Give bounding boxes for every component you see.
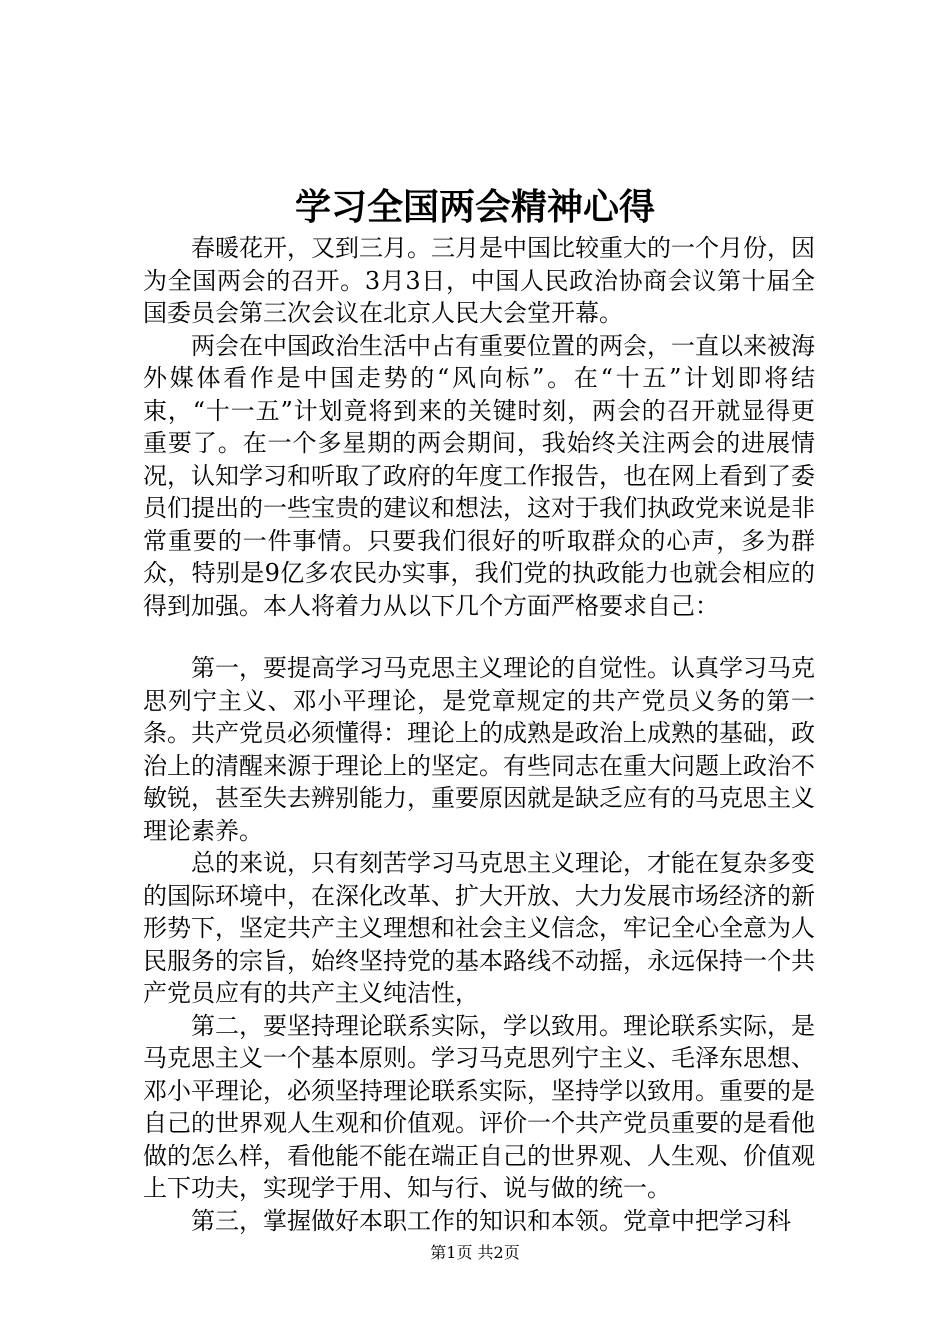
paragraph-two-sessions: 两会在中国政治生活中占有重要位置的两会，一直以来被海外媒体看作是中国走势的“风向标”。在“十五”计划即将结束，“十一五”计划竟将到来的关键时刻，两会的召开就显得更重要了。在一个多星期的两会期间，我始终关注两会的进展情况，认知学习和听取了政府的年度工作报告，也在网上看到了委员们提出的一些宝贵的建议和想法，这对于我们执政党来说是非常重要的一件事情。只要我们很好的听取群众的心声，多为群众，特别是9亿多农民办实事，我们党的执政能力也就会相应的得到加强。本人将着力从以下几个方面严格要求自己：: [143, 331, 815, 620]
page-footer: 第1页 共2页: [430, 1243, 520, 1262]
document-title: 学习全国两会精神心得: [294, 187, 655, 228]
paragraph-first-point: 第一，要提高学习马克思主义理论的自觉性。认真学习马克思列宁主义、邓小平理论，是党章规定的共产党员义务的第一条。共产党员必须懂得：理论上的成熟是政治上成熟的基础，政治上的清醒来源于理论上的坚定。有些同志在重大问题上政治不敏锐，甚至失去辨别能力，重要原因就是缺乏应有的马克思主义理论素养。: [143, 654, 815, 845]
paragraph-second-point: 第二，要坚持理论联系实际，学以致用。理论联系实际，是马克思主义一个基本原则。学习马克思列宁主义、毛泽东思想、邓小平理论，必须坚持理论联系实际，坚持学以致用。重要的是自己的世界观人生观和价值观。评价一个共产党员重要的是看他做的怎么样，看他能不能在端正自己的世界观、人生观、价值观上下功夫，实现学于用、知与行、说与做的统一。: [143, 1011, 815, 1202]
document-body: [143, 232, 815, 1237]
paragraph-third-point: 第三，掌握做好本职工作的知识和本领。党章中把学习科: [191, 1206, 791, 1235]
paragraph-intro: 春暖花开，又到三月。三月是中国比较重大的一个月份，因为全国两会的召开。3月3日，中国人民政治协商会议第十届全国委员会第三次会议在北京人民大会堂开幕。: [143, 234, 815, 327]
paragraph-summary: 总的来说，只有刻苦学习马克思主义理论，才能在复杂多变的国际环境中，在深化改革、扩大开放、大力发展市场经济的新形势下，坚定共产主义理想和社会主义信念，牢记全心全意为人民服务的宗旨，始终坚持党的基本路线不动摇，永远保持一个共产党员应有的共产主义纯洁性，: [143, 849, 815, 1007]
